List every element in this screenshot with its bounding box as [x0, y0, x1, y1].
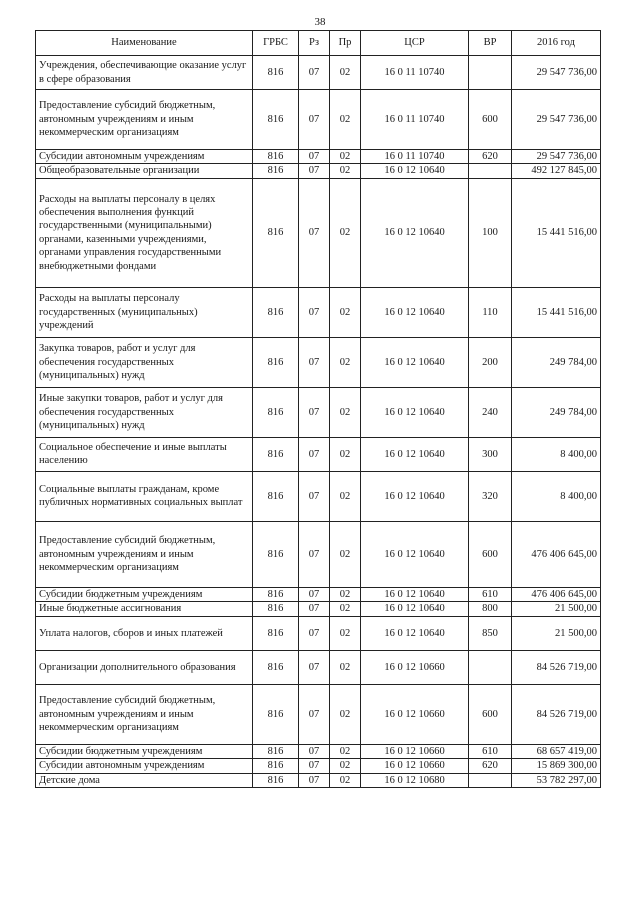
row-vr — [469, 56, 512, 90]
row-name: Детские дома — [36, 773, 253, 787]
row-amount: 84 526 719,00 — [512, 684, 601, 744]
row-name: Предоставление субсидий бюджетным, автономным учреждениям и иным некоммерческим организациям — [36, 521, 253, 587]
row-amount: 249 784,00 — [512, 337, 601, 387]
row-name: Организации дополнительного образования — [36, 650, 253, 684]
table-row — [36, 437, 601, 471]
row-pr: 02 — [330, 759, 361, 773]
row-grbs: 816 — [253, 471, 299, 521]
row-grbs: 816 — [253, 684, 299, 744]
row-grbs: 816 — [253, 521, 299, 587]
row-name: Общеобразовательные организации — [36, 164, 253, 178]
header-csr: ЦСР — [361, 31, 469, 56]
header-vr: ВР — [469, 31, 512, 56]
table-row — [36, 471, 601, 521]
row-vr: 610 — [469, 587, 512, 601]
row-csr: 16 0 12 10640 — [361, 521, 469, 587]
row-name: Предоставление субсидий бюджетным, автономным учреждениям и иным некоммерческим организациям — [36, 684, 253, 744]
row-rz: 07 — [299, 287, 330, 337]
row-csr: 16 0 12 10640 — [361, 164, 469, 178]
table-row — [36, 602, 601, 616]
row-pr: 02 — [330, 602, 361, 616]
row-grbs: 816 — [253, 150, 299, 164]
row-rz: 07 — [299, 602, 330, 616]
row-csr: 16 0 12 10640 — [361, 387, 469, 437]
table-row — [36, 150, 601, 164]
row-vr: 200 — [469, 337, 512, 387]
row-vr: 100 — [469, 178, 512, 287]
row-vr: 600 — [469, 684, 512, 744]
header-pr: Пр — [330, 31, 361, 56]
row-name: Расходы на выплаты персоналу государственных (муниципальных) учреждений — [36, 287, 253, 337]
row-csr: 16 0 12 10640 — [361, 587, 469, 601]
page-number: 38 — [314, 16, 326, 28]
row-vr: 610 — [469, 744, 512, 758]
table-row — [36, 616, 601, 650]
header-rz: Рз — [299, 31, 330, 56]
row-rz: 07 — [299, 437, 330, 471]
table-row — [36, 164, 601, 178]
table-row — [36, 387, 601, 437]
header-grbs: ГРБС — [253, 31, 299, 56]
header-amount: 2016 год — [512, 31, 601, 56]
row-pr: 02 — [330, 150, 361, 164]
row-amount: 8 400,00 — [512, 471, 601, 521]
table-row — [36, 650, 601, 684]
row-rz: 07 — [299, 90, 330, 150]
row-name: Предоставление субсидий бюджетным, автономным учреждениям и иным некоммерческим организациям — [36, 90, 253, 150]
row-amount: 8 400,00 — [512, 437, 601, 471]
row-grbs: 816 — [253, 744, 299, 758]
row-rz: 07 — [299, 684, 330, 744]
row-csr: 16 0 12 10680 — [361, 773, 469, 787]
row-grbs: 816 — [253, 164, 299, 178]
row-rz: 07 — [299, 587, 330, 601]
row-pr: 02 — [330, 587, 361, 601]
header-name: Наименование — [36, 31, 253, 56]
table-row — [36, 521, 601, 587]
row-amount: 15 441 516,00 — [512, 178, 601, 287]
row-pr: 02 — [330, 684, 361, 744]
row-rz: 07 — [299, 337, 330, 387]
row-amount: 68 657 419,00 — [512, 744, 601, 758]
row-grbs: 816 — [253, 387, 299, 437]
row-grbs: 816 — [253, 337, 299, 387]
row-pr: 02 — [330, 650, 361, 684]
row-name: Уплата налогов, сборов и иных платежей — [36, 616, 253, 650]
row-amount: 21 500,00 — [512, 602, 601, 616]
table-row — [36, 337, 601, 387]
row-grbs: 816 — [253, 587, 299, 601]
row-vr: 850 — [469, 616, 512, 650]
row-name: Закупка товаров, работ и услуг для обеспечения государственных (муниципальных) нужд — [36, 337, 253, 387]
budget-table — [35, 30, 601, 788]
row-rz: 07 — [299, 471, 330, 521]
row-amount: 21 500,00 — [512, 616, 601, 650]
table-row — [36, 90, 601, 150]
row-csr: 16 0 12 10640 — [361, 602, 469, 616]
row-amount: 15 869 300,00 — [512, 759, 601, 773]
row-grbs: 816 — [253, 56, 299, 90]
row-csr: 16 0 12 10640 — [361, 616, 469, 650]
row-vr: 110 — [469, 287, 512, 337]
row-amount: 29 547 736,00 — [512, 90, 601, 150]
table-row — [36, 684, 601, 744]
row-vr: 600 — [469, 90, 512, 150]
row-grbs: 816 — [253, 773, 299, 787]
row-grbs: 816 — [253, 650, 299, 684]
row-rz: 07 — [299, 56, 330, 90]
row-vr: 800 — [469, 602, 512, 616]
row-csr: 16 0 12 10660 — [361, 759, 469, 773]
row-amount: 53 782 297,00 — [512, 773, 601, 787]
row-amount: 249 784,00 — [512, 387, 601, 437]
row-rz: 07 — [299, 650, 330, 684]
row-amount: 476 406 645,00 — [512, 587, 601, 601]
row-name: Субсидии бюджетным учреждениям — [36, 744, 253, 758]
row-csr: 16 0 11 10740 — [361, 150, 469, 164]
row-name: Субсидии автономным учреждениям — [36, 150, 253, 164]
row-csr: 16 0 11 10740 — [361, 90, 469, 150]
row-csr: 16 0 12 10640 — [361, 178, 469, 287]
row-rz: 07 — [299, 164, 330, 178]
row-rz: 07 — [299, 759, 330, 773]
row-vr — [469, 773, 512, 787]
row-pr: 02 — [330, 437, 361, 471]
row-csr: 16 0 12 10660 — [361, 684, 469, 744]
row-name: Иные закупки товаров, работ и услуг для обеспечения государственных (муниципальных) нужд — [36, 387, 253, 437]
row-pr: 02 — [330, 387, 361, 437]
row-pr: 02 — [330, 744, 361, 758]
row-vr — [469, 164, 512, 178]
row-vr: 620 — [469, 759, 512, 773]
row-amount: 15 441 516,00 — [512, 287, 601, 337]
row-csr: 16 0 12 10640 — [361, 471, 469, 521]
row-rz: 07 — [299, 521, 330, 587]
row-vr: 320 — [469, 471, 512, 521]
row-pr: 02 — [330, 337, 361, 387]
row-name: Субсидии бюджетным учреждениям — [36, 587, 253, 601]
row-pr: 02 — [330, 521, 361, 587]
table-row — [36, 287, 601, 337]
row-amount: 492 127 845,00 — [512, 164, 601, 178]
row-csr: 16 0 11 10740 — [361, 56, 469, 90]
row-pr: 02 — [330, 56, 361, 90]
row-grbs: 816 — [253, 602, 299, 616]
row-pr: 02 — [330, 616, 361, 650]
table-row — [36, 759, 601, 773]
row-grbs: 816 — [253, 437, 299, 471]
row-vr — [469, 650, 512, 684]
table-row — [36, 744, 601, 758]
row-grbs: 816 — [253, 759, 299, 773]
row-vr: 620 — [469, 150, 512, 164]
row-pr: 02 — [330, 90, 361, 150]
row-vr: 600 — [469, 521, 512, 587]
table-row — [36, 587, 601, 601]
row-rz: 07 — [299, 387, 330, 437]
row-grbs: 816 — [253, 616, 299, 650]
header-row — [36, 31, 601, 56]
row-name: Иные бюджетные ассигнования — [36, 602, 253, 616]
row-rz: 07 — [299, 616, 330, 650]
row-pr: 02 — [330, 178, 361, 287]
row-rz: 07 — [299, 744, 330, 758]
row-pr: 02 — [330, 471, 361, 521]
row-name: Субсидии автономным учреждениям — [36, 759, 253, 773]
row-amount: 84 526 719,00 — [512, 650, 601, 684]
row-pr: 02 — [330, 773, 361, 787]
row-csr: 16 0 12 10660 — [361, 650, 469, 684]
row-name: Социальное обеспечение и иные выплаты населению — [36, 437, 253, 471]
row-csr: 16 0 12 10640 — [361, 437, 469, 471]
row-amount: 29 547 736,00 — [512, 150, 601, 164]
row-pr: 02 — [330, 164, 361, 178]
row-vr: 240 — [469, 387, 512, 437]
row-vr: 300 — [469, 437, 512, 471]
row-name: Расходы на выплаты персоналу в целях обеспечения выполнения функций государственными (муниципальными) органами, казенными учреждениями, органами управления государственными внебюджетными фондами — [36, 178, 253, 287]
row-grbs: 816 — [253, 178, 299, 287]
row-amount: 476 406 645,00 — [512, 521, 601, 587]
row-csr: 16 0 12 10640 — [361, 337, 469, 387]
row-csr: 16 0 12 10640 — [361, 287, 469, 337]
table-row — [36, 773, 601, 787]
row-csr: 16 0 12 10660 — [361, 744, 469, 758]
row-amount: 29 547 736,00 — [512, 56, 601, 90]
row-grbs: 816 — [253, 287, 299, 337]
row-pr: 02 — [330, 287, 361, 337]
table-row — [36, 178, 601, 287]
row-rz: 07 — [299, 150, 330, 164]
table-body — [36, 56, 601, 788]
row-rz: 07 — [299, 178, 330, 287]
table-row — [36, 56, 601, 90]
row-name: Социальные выплаты гражданам, кроме публичных нормативных социальных выплат — [36, 471, 253, 521]
row-grbs: 816 — [253, 90, 299, 150]
row-name: Учреждения, обеспечивающие оказание услуг в сфере образования — [36, 56, 253, 90]
row-rz: 07 — [299, 773, 330, 787]
